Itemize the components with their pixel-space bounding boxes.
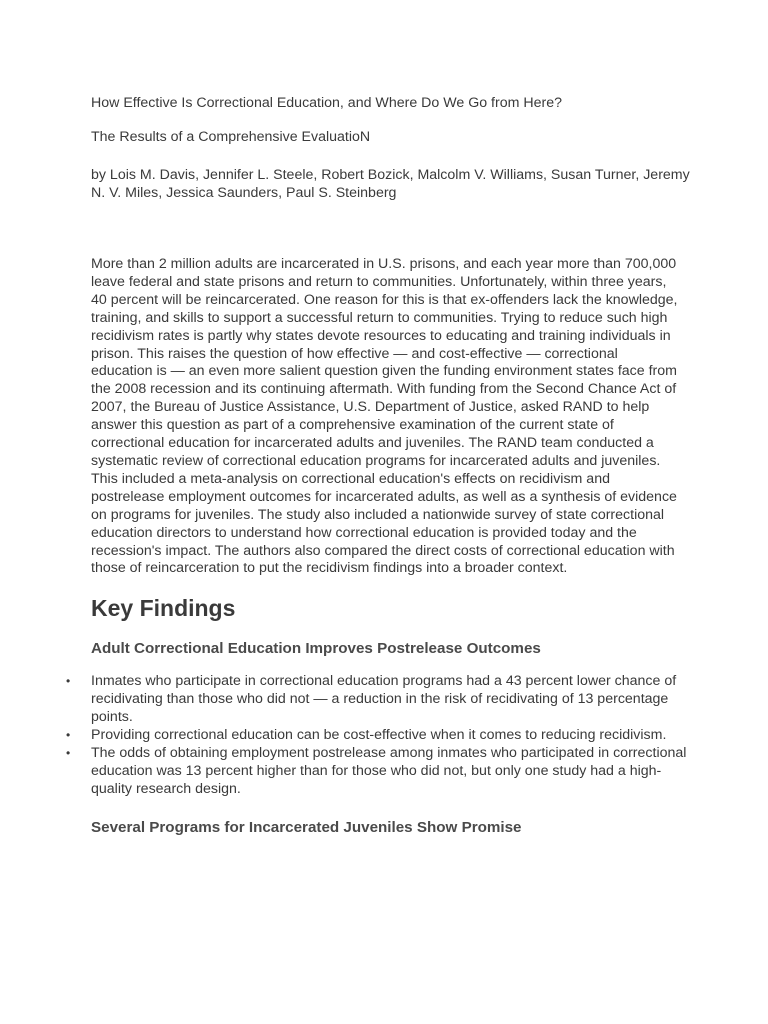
- list-item: [66, 673, 691, 727]
- bullet-icon: •: [66, 745, 71, 760]
- document-page: [66, 94, 691, 837]
- abstract-paragraph: More than 2 million adults are incarcerated in U.S. prisons, and each year more than 700,000 leave federal and state prisons and return to communities. Unfortunately, within three years, 40 percent will be reincarcerated. One reason for this is that ex-offenders lack the knowledge, training, and skills to support a successful return to communities. Trying to reduce such high recidivism rates is partly why states devote resources to educating and training individuals in prison. This raises the question of how effective — and cost-effective — correctional education is — an even more salient question given the funding environment states face from the 2008 recession and its continuing aftermath. With funding from the Second Chance Act of 2007, the Bureau of Justice Assistance, U.S. Department of Justice, asked RAND to help answer this question as part of a comprehensive examination of the current state of correctional education for incarcerated adults and juveniles. The RAND team conducted a systematic review of correctional education programs for incarcerated adults and juveniles. This included a meta-analysis on correctional education's effects on recidivism and postrelease employment outcomes for incarcerated adults, as well as a synthesis of evidence on programs for juveniles. The study also included a nationwide survey of state correctional education directors to understand how correctional education is provided today and the recession's impact. The authors also compared the direct costs of correctional education with those of reincarceration to put the recidivism findings into a broader context.: [91, 256, 678, 577]
- findings-list: [66, 673, 691, 798]
- document-subtitle: The Results of a Comprehensive EvaluatioN: [91, 129, 371, 145]
- bullet-icon: •: [66, 674, 71, 689]
- list-item: [66, 744, 691, 799]
- key-findings-heading: Key Findings: [91, 595, 236, 622]
- list-item-text: Providing correctional education can be cost-effective when it comes to reducing recidivism.: [91, 727, 667, 744]
- section-heading-juvenile-programs: Several Programs for Incarcerated Juveniles Show Promise: [91, 818, 522, 836]
- list-item-text: Inmates who participate in correctional education programs had a 43 percent lower chance of recidivating than those who did not — a reduction in the risk of recidivating of 13 percentage points.: [91, 673, 677, 726]
- section-heading-adult-education: Adult Correctional Education Improves Postrelease Outcomes: [91, 640, 541, 658]
- list-item-text: The odds of obtaining employment postrelease among inmates who participated in correctional education was 13 percent higher than for those who did not, but only one study had a high-quality research design.: [91, 744, 687, 797]
- list-item: [66, 727, 691, 745]
- bullet-icon: •: [66, 728, 71, 743]
- document-authors: by Lois M. Davis, Jennifer L. Steele, Robert Bozick, Malcolm V. Williams, Susan Turner, Jeremy N. V. Miles, Jessica Saunders, Paul S. Steinberg: [91, 167, 690, 201]
- document-title: How Effective Is Correctional Education, and Where Do We Go from Here?: [91, 95, 563, 111]
